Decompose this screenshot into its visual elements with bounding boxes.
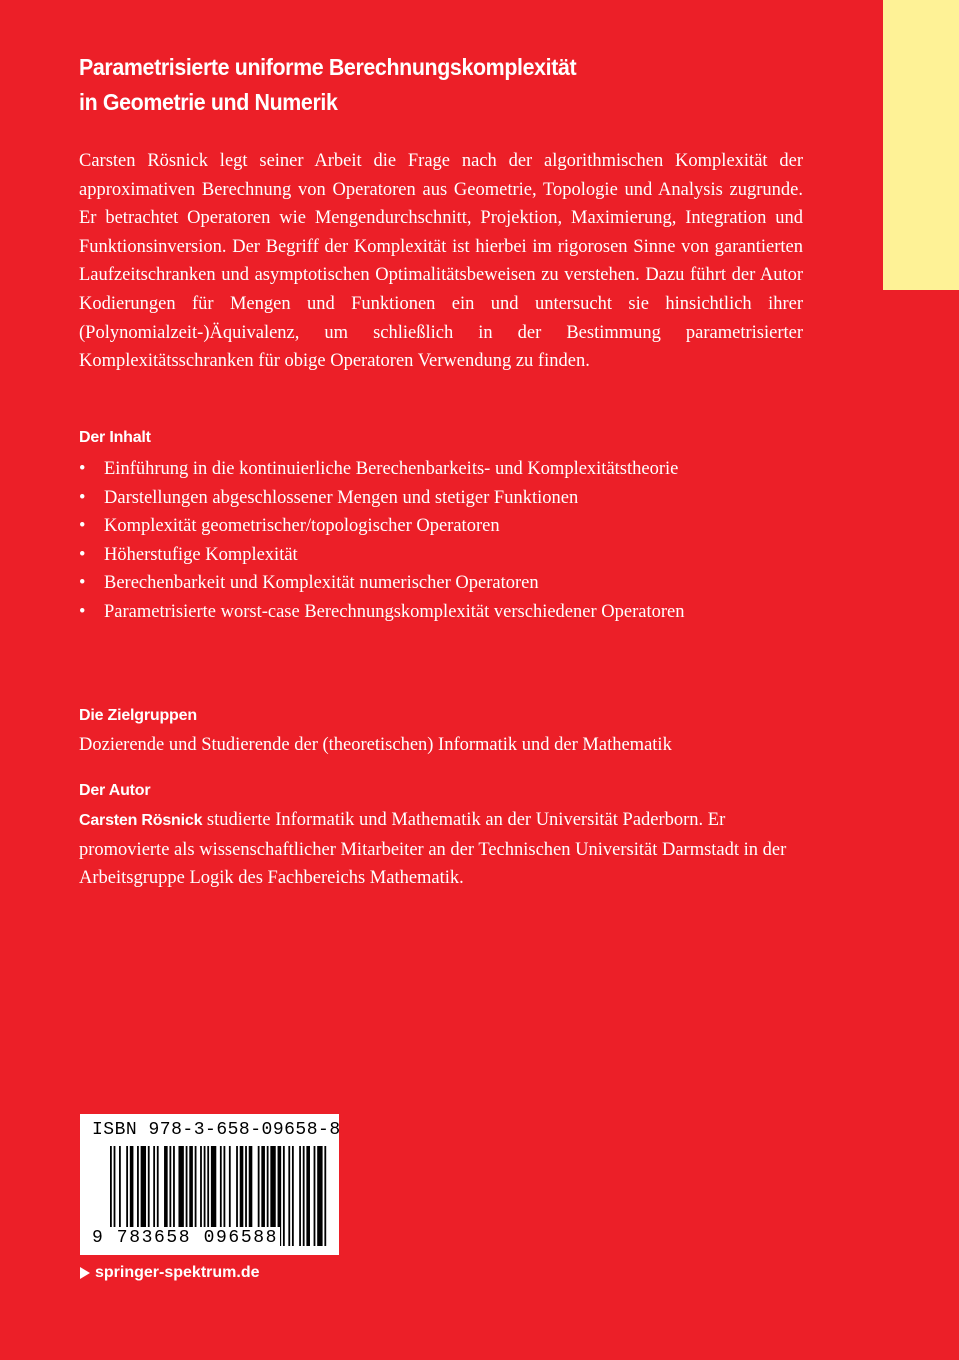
book-title xyxy=(79,50,804,120)
website-text: springer-spektrum.de xyxy=(95,1264,260,1281)
zielgruppen-heading: Die Zielgruppen xyxy=(79,707,197,724)
isbn-label: ISBN 978-3-658-09658-8 xyxy=(92,1120,341,1140)
arrow-right-icon xyxy=(80,1267,90,1279)
zielgruppen-text: Dozierende und Studierende der (theoretischen) Informatik und der Mathematik xyxy=(79,735,672,755)
autor-paragraph xyxy=(79,806,819,893)
inhalt-heading: Der Inhalt xyxy=(79,429,151,446)
list-item: • Komplexität geometrischer/topologischer Operatoren xyxy=(79,512,839,541)
book-title-line-1: Parametrisierte uniforme Berechnungskomplexität xyxy=(79,54,577,80)
list-item: • Höherstufige Komplexität xyxy=(79,541,839,570)
ean-digits: 9 783658 096588 xyxy=(92,1228,279,1248)
inhalt-list xyxy=(79,455,839,627)
list-item: • Einführung in die kontinuierliche Berechenbarkeits- und Komplexitätstheorie xyxy=(79,455,839,484)
barcode-box xyxy=(80,1114,339,1255)
list-item: • Berechenbarkeit und Komplexität numerischer Operatoren xyxy=(79,569,839,598)
autor-bio: studierte Informatik und Mathematik an der Universität Paderborn. Er promovierte als wissenschaftlicher Mitarbeiter an der Technischen Universität Darmstadt in der Arbeitsgruppe Logik des Fachbereichs Mathematik. xyxy=(79,810,787,889)
autor-heading: Der Autor xyxy=(79,782,151,799)
yellow-corner-tab xyxy=(883,0,959,290)
website-link[interactable] xyxy=(80,1263,259,1283)
list-item: • Darstellungen abgeschlossener Mengen und stetiger Funktionen xyxy=(79,484,839,513)
intro-paragraph: Carsten Rösnick legt seiner Arbeit die Frage nach der algorithmischen Komplexität der approximativen Berechnung von Operatoren aus Geometrie, Topologie und Analysis zugrunde. Er betrachtet Operatoren wie Mengendurchschnitt, Projektion, Maximierung, Integration und Funktionsinversion. Der Begriff der Komplexität ist hierbei im rigorosen Sinne von garantierten Laufzeitschranken und asymptotischen Optimalitätsbeweisen zu verstehen. Dazu führt der Autor Kodierungen für Mengen und Funktionen ein und untersucht sie hinsichtlich ihrer (Polynomialzeit-)Äquivalenz, um schließlich in der Bestimmung parametrisierter Komplexitätsschranken für obige Operatoren Verwendung zu finden. xyxy=(79,151,803,372)
autor-name: Carsten Rösnick xyxy=(79,812,203,829)
book-title-line-2: in Geometrie und Numerik xyxy=(79,89,338,115)
list-item: • Parametrisierte worst-case Berechnungskomplexität verschiedener Operatoren xyxy=(79,598,839,627)
